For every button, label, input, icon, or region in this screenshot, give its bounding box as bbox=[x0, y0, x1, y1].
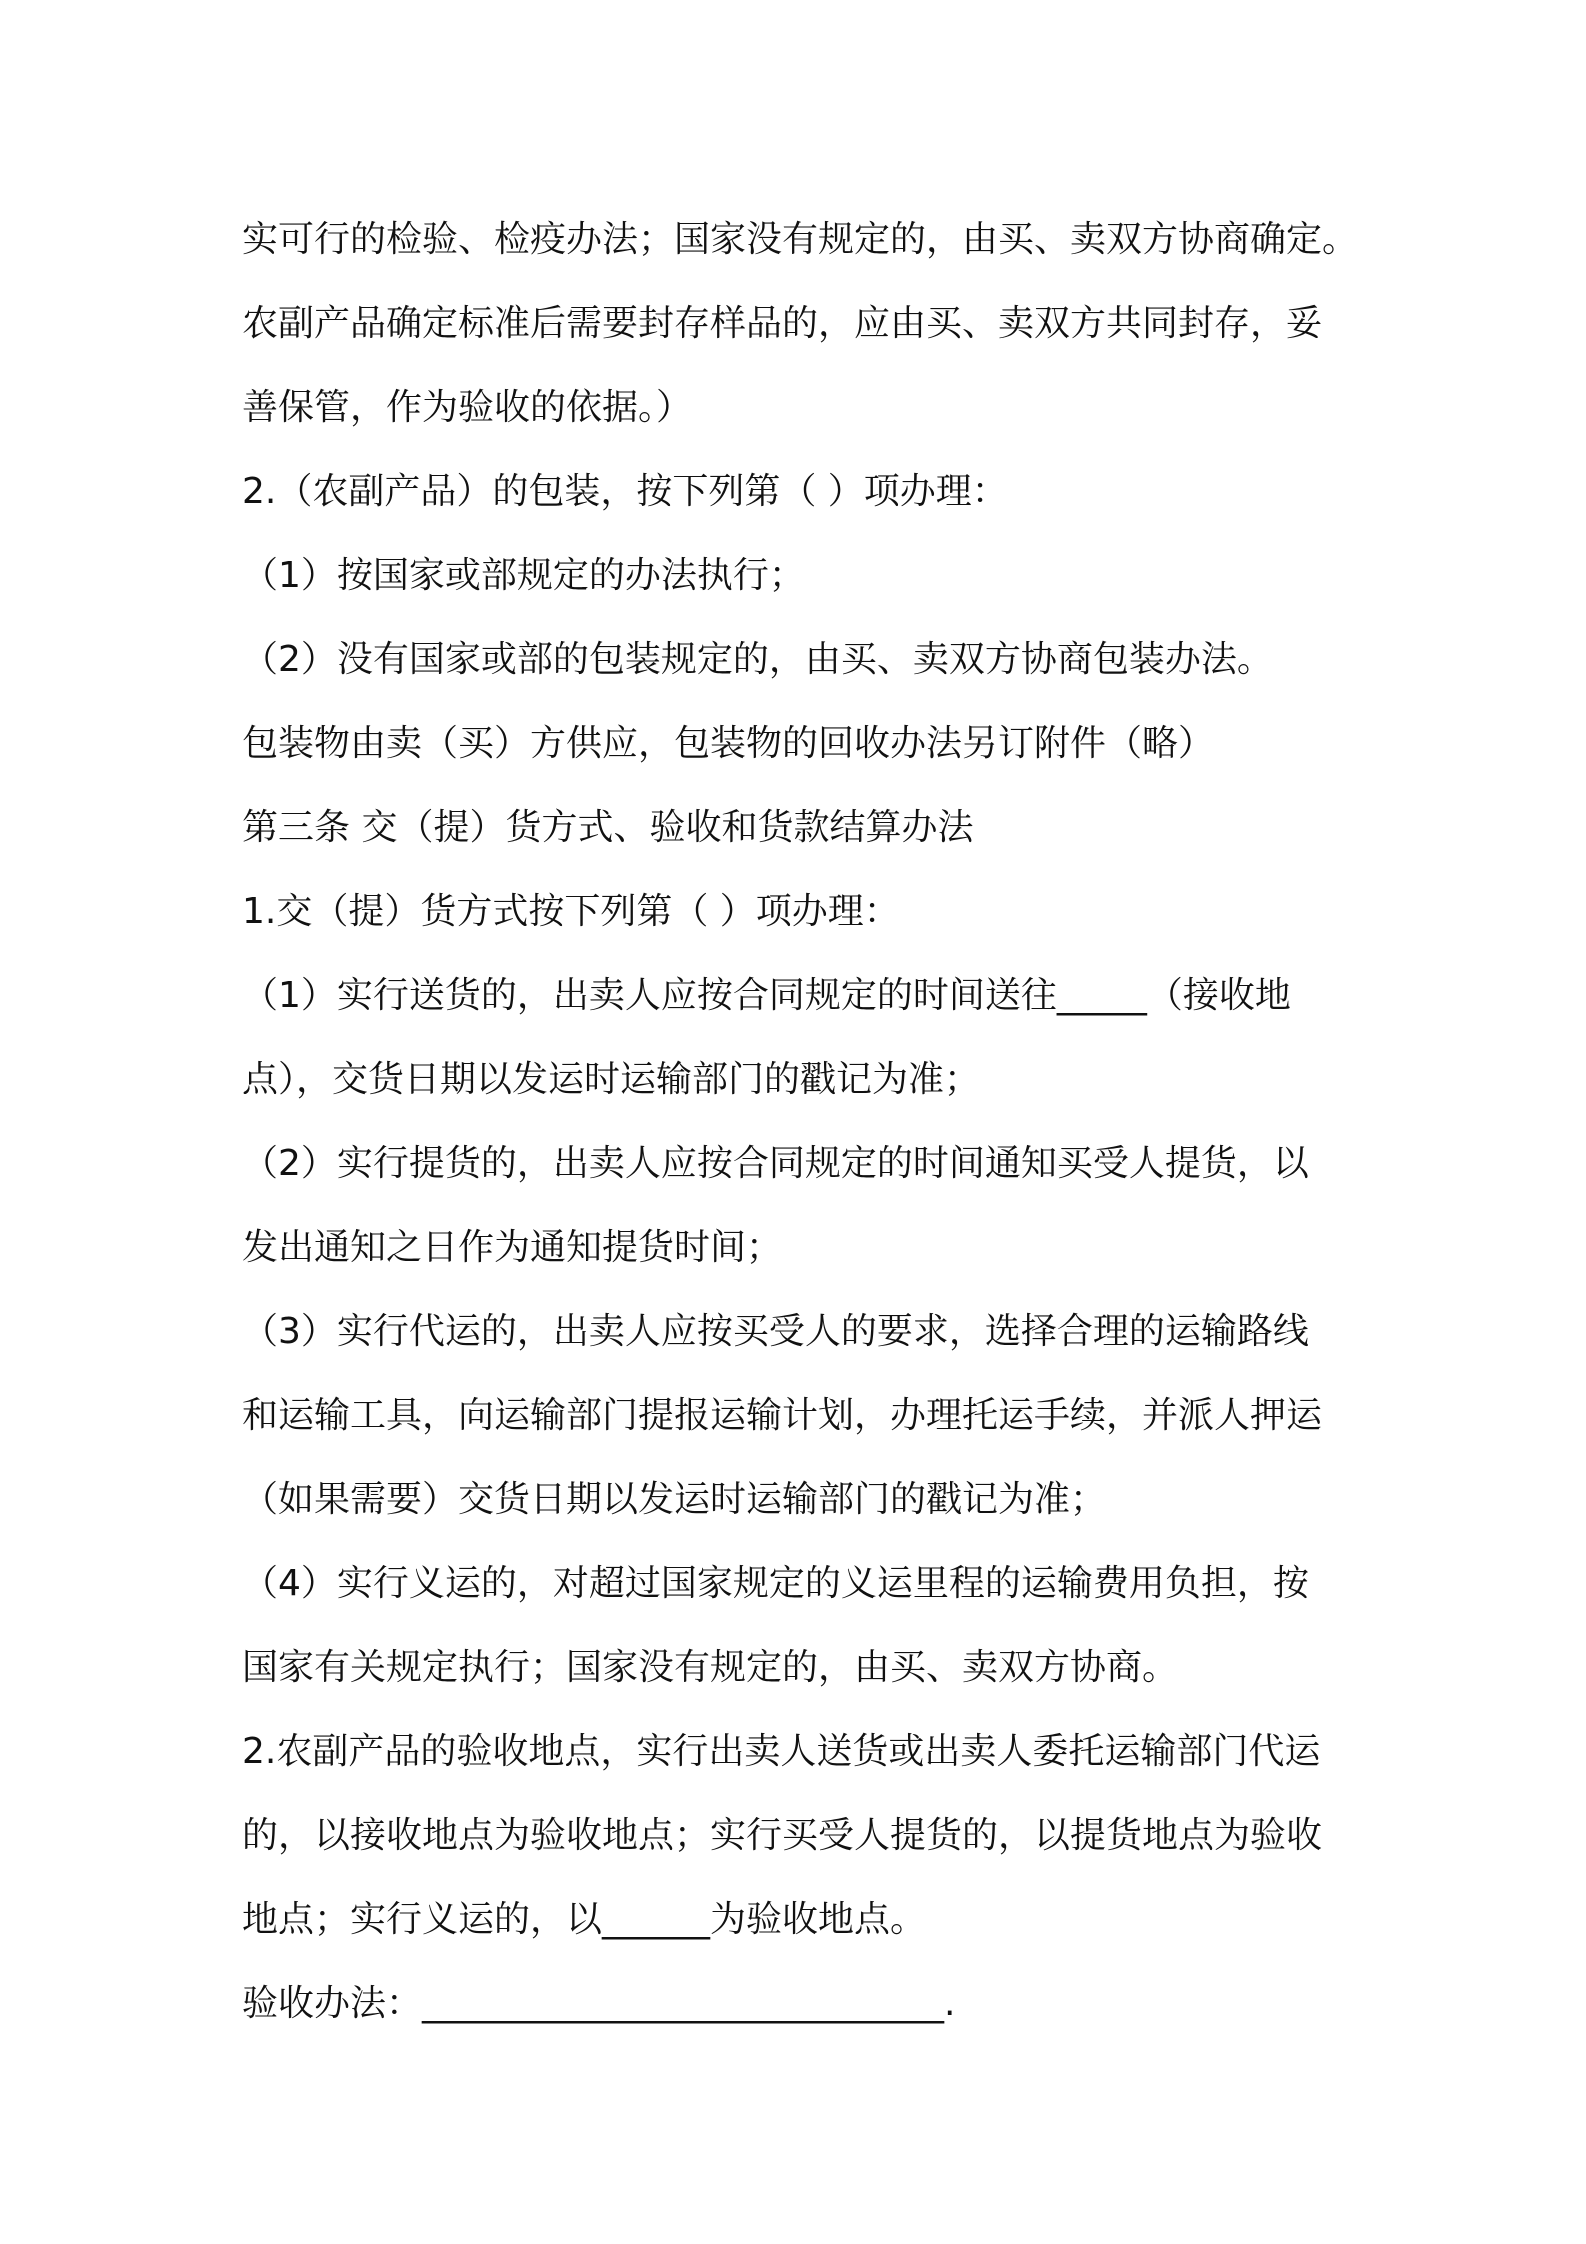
body-line: 地点；实行义运的，以______为验收地点。 bbox=[242, 1899, 927, 1940]
body-line: （如果需要）交货日期以发运时运输部门的戳记为准； bbox=[242, 1479, 1107, 1520]
body-line: 1.交（提）货方式按下列第（ ）项办理： bbox=[242, 891, 900, 932]
body-line: 农副产品确定标准后需要封存样品的，应由买、卖双方共同封存，妥 bbox=[242, 303, 1323, 344]
body-line: 2.（农副产品）的包装，按下列第（ ）项办理： bbox=[242, 471, 1008, 512]
body-line: 点），交货日期以发运时运输部门的戳记为准； bbox=[242, 1059, 981, 1100]
document-body bbox=[242, 198, 1362, 2046]
body-line: （4）实行义运的，对超过国家规定的义运里程的运输费用负担，按 bbox=[242, 1563, 1309, 1604]
body-line: 验收办法：_____________________________. bbox=[242, 1983, 956, 2024]
body-line: 实可行的检验、检疫办法；国家没有规定的，由买、卖双方协商确定。 bbox=[242, 219, 1359, 260]
body-line: （2）没有国家或部的包装规定的，由买、卖双方协商包装办法。 bbox=[242, 639, 1273, 680]
body-line: 的，以接收地点为验收地点；实行买受人提货的，以提货地点为验收 bbox=[242, 1815, 1323, 1856]
body-line: （1）实行送货的，出卖人应按合同规定的时间送往_____（接收地 bbox=[242, 975, 1291, 1016]
body-line: （3）实行代运的，出卖人应按买受人的要求，选择合理的运输路线 bbox=[242, 1311, 1309, 1352]
body-line: （2）实行提货的，出卖人应按合同规定的时间通知买受人提货，以 bbox=[242, 1143, 1309, 1184]
body-line: 和运输工具，向运输部门提报运输计划，办理托运手续，并派人押运 bbox=[242, 1395, 1323, 1436]
body-line: 2.农副产品的验收地点，实行出卖人送货或出卖人委托运输部门代运 bbox=[242, 1731, 1321, 1772]
body-line: 善保管，作为验收的依据。） bbox=[242, 387, 693, 428]
section-heading: 第三条 交（提）货方式、验收和货款结算办法 bbox=[242, 807, 974, 848]
body-line: 包装物由卖（买）方供应，包装物的回收办法另订附件（略） bbox=[242, 723, 1215, 764]
body-line: （1）按国家或部规定的办法执行； bbox=[242, 555, 805, 596]
body-line: 发出通知之日作为通知提货时间； bbox=[242, 1227, 783, 1268]
body-line: 国家有关规定执行；国家没有规定的，由买、卖双方协商。 bbox=[242, 1647, 1179, 1688]
